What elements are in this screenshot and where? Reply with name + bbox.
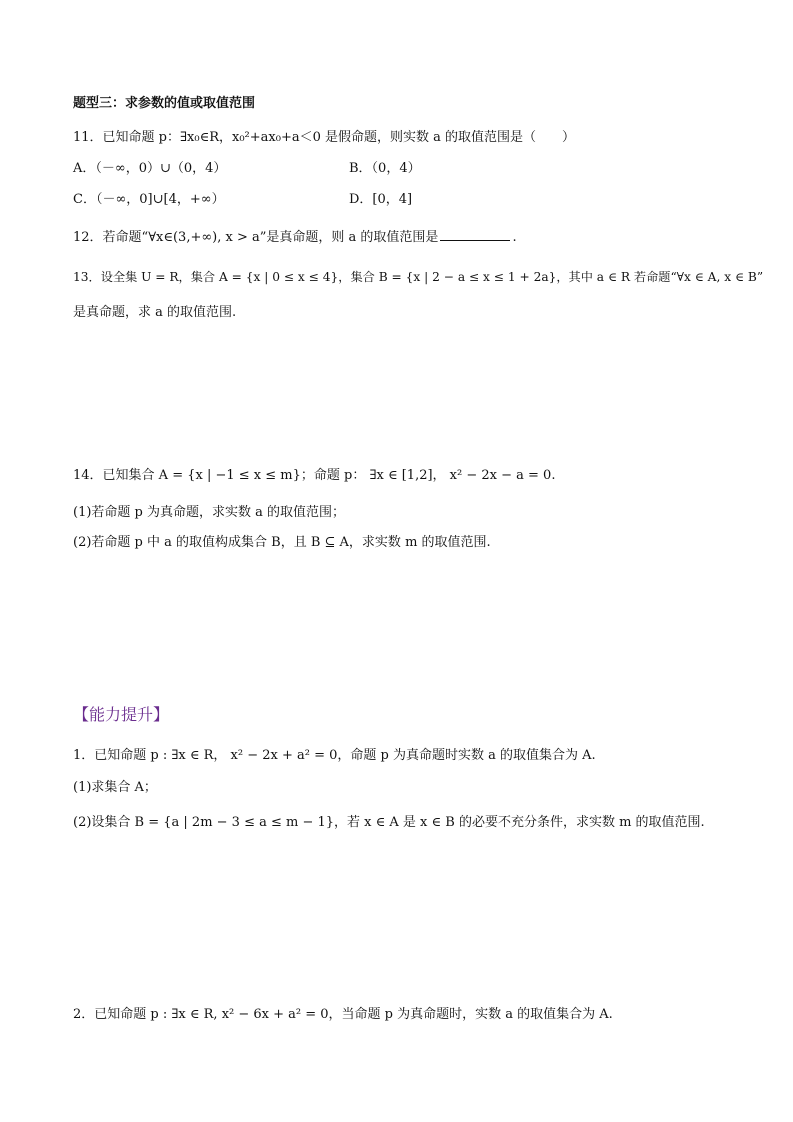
- question-13-line-1: 13．设全集 U = R，集合 A = {x | 0 ≤ x ≤ 4}，集合 B = {x | 2 − a ≤ x ≤ 1 + 2a}，其中 a ∈ R 若命题“∀x ∈ A, x ∈ B”: [73, 270, 764, 284]
- ability-question-1-part-2: (2)设集合 B = {a | 2m − 3 ≤ a ≤ m − 1}，若 x ∈ A 是 x ∈ B 的必要不充分条件，求实数 m 的取值范围.: [73, 815, 705, 830]
- question-11-option-a: A．（－∞，0）∪（0，4）: [73, 161, 227, 176]
- answer-blank: [440, 228, 510, 241]
- question-14-part-1: (1)若命题 p 为真命题，求实数 a 的取值范围；: [73, 505, 346, 520]
- question-12-stem: 12．若命题“∀x∈(3,+∞), x > a”是真命题，则 a 的取值范围是: [73, 230, 439, 245]
- ability-section-title: 【能力提升】: [73, 705, 170, 724]
- section-title: 题型三：求参数的值或取值范围: [73, 96, 256, 111]
- ability-question-1-stem: 1．已知命题 p : ∃x ∈ R， x² − 2x + a² = 0，命题 p 为真命题时实数 a 的取值集合为 A.: [73, 748, 596, 763]
- question-11-stem: 11．已知命题 p：∃x₀∈R，x₀²+ax₀+a＜0 是假命题，则实数 a 的取值范围是（ ）: [73, 130, 576, 145]
- question-14-stem: 14．已知集合 A = {x | −1 ≤ x ≤ m}；命题 p： ∃x ∈ [1,2]， x² − 2x − a = 0.: [73, 468, 556, 483]
- question-11-option-d: D．[0，4]: [349, 192, 413, 207]
- ability-question-2-stem: 2．已知命题 p : ∃x ∈ R, x² − 6x + a² = 0，当命题 p 为真命题时，实数 a 的取值集合为 A.: [73, 1007, 613, 1022]
- ability-question-1-part-1: (1)求集合 A；: [73, 780, 157, 795]
- question-11-option-b: B．（0，4）: [349, 161, 421, 176]
- question-11-option-c: C．（－∞，0]∪[4，+∞）: [73, 192, 225, 207]
- question-12-end: .: [512, 230, 517, 245]
- question-14-part-2: (2)若命题 p 中 a 的取值构成集合 B，且 B ⊆ A，求实数 m 的取值范围.: [73, 535, 491, 550]
- question-12: [73, 228, 517, 247]
- question-13-line-2: 是真命题，求 a 的取值范围.: [73, 305, 237, 320]
